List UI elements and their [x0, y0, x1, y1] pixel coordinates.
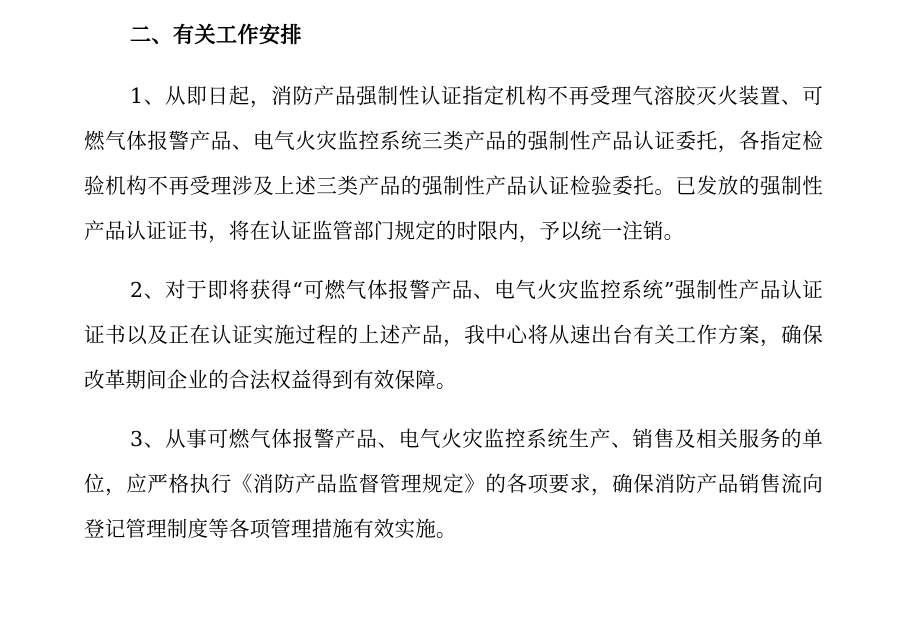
paragraph-2: 2、对于即将获得“可燃气体报警产品、电气火灾监控系统”强制性产品认证证书以及正在认证实施过程的上述产品，我中心将从速出台有关工作方案，确保改革期间企业的合法权益得到有效保障。: [84, 278, 823, 392]
paragraph-1: 1、从即日起，消防产品强制性认证指定机构不再受理气溶胶灭火装置、可燃气体报警产品、电气火灾监控系统三类产品的强制性产品认证委托，各指定检验机构不再受理涉及上述三类产品的强制性产品认证检验委托。已发放的强制性产品认证证书，将在认证监管部门规定的时限内，予以统一注销。: [84, 84, 823, 243]
section-heading: 二、有关工作安排: [130, 23, 302, 47]
paragraph-3: 3、从事可燃气体报警产品、电气火灾监控系统生产、销售及相关服务的单位，应严格执行《消防产品监督管理规定》的各项要求，确保消防产品销售流向登记管理制度等各项管理措施有效实施。: [84, 427, 823, 541]
